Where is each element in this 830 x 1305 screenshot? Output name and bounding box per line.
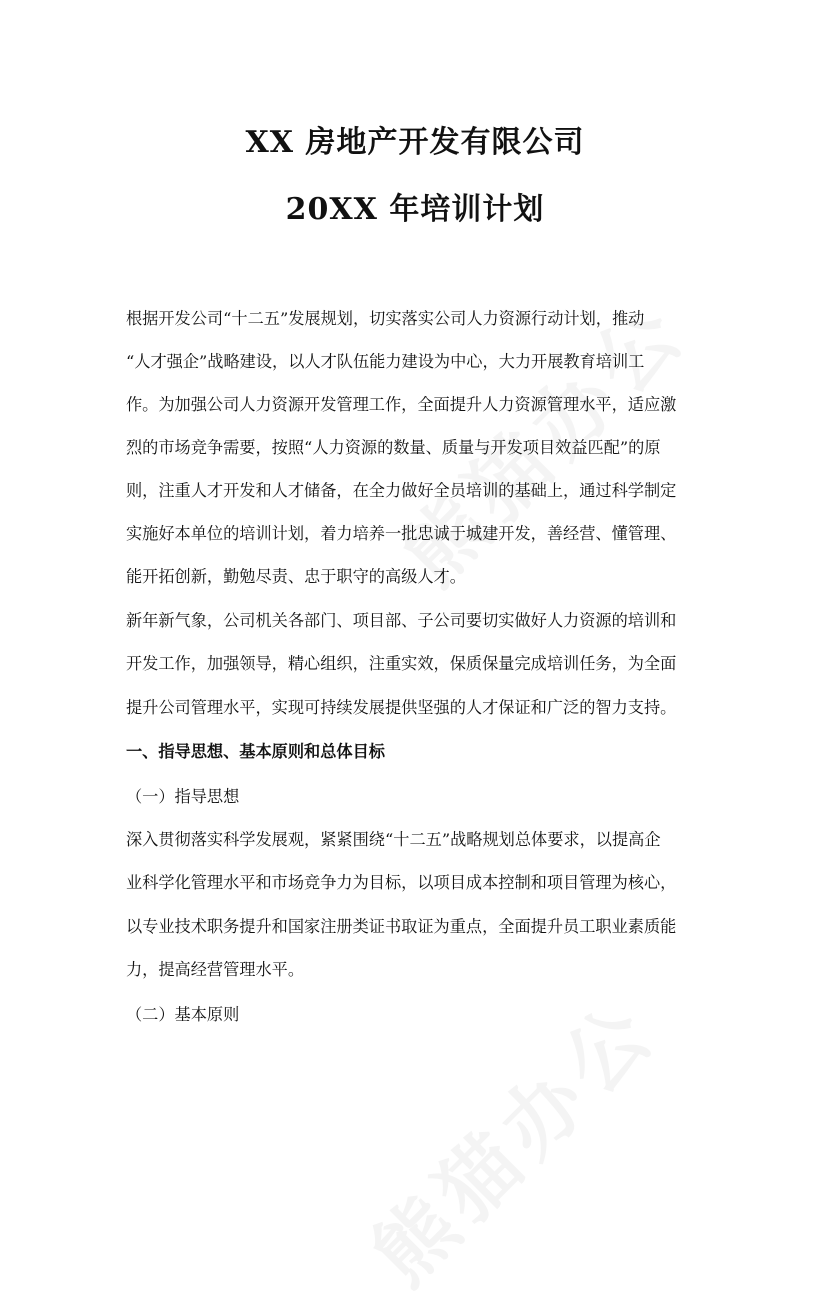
document-title-company: XX 房地产开发有限公司 [245,125,585,160]
section-heading: 一、指导思想、基本原则和总体目标 [126,742,385,761]
document-title-plan: 20XX 年培训计划 [285,192,545,227]
paragraph-line: “人才强企”战略建设，以人才队伍能力建设为中心，大力开展教育培训工 [126,352,645,371]
paragraph-line: 则，注重人才开发和人才储备，在全力做好全员培训的基础上，通过科学制定 [126,481,677,500]
subsection-heading: （二）基本原则 [126,1005,240,1024]
paragraph-line: 开发工作，加强领导，精心组织，注重实效，保质保量完成培训任务，为全面 [126,654,677,673]
paragraph-line: 能开拓创新，勤勉尽责、忠于职守的高级人才。 [126,567,466,586]
paragraph-line: 业科学化管理水平和市场竞争力为目标，以项目成本控制和项目管理为核心， [126,873,677,892]
subsection-heading: （一）指导思想 [126,787,240,806]
paragraph-line: 以专业技术职务提升和国家注册类证书取证为重点，全面提升员工职业素质能 [126,917,677,936]
paragraph-line: 烈的市场竞争需要，按照“人力资源的数量、质量与开发项目效益匹配”的原 [126,438,661,457]
paragraph-line: 新年新气象，公司机关各部门、项目部、子公司要切实做好人力资源的培训和 [126,611,677,630]
paragraph-line: 作。为加强公司人力资源开发管理工作，全面提升人力资源管理水平，适应激 [126,395,677,414]
paragraph-line: 深入贯彻落实科学发展观，紧紧围绕“十二五”战略规划总体要求，以提高企 [126,830,661,849]
paragraph-line: 提升公司管理水平，实现可持续发展提供坚强的人才保证和广泛的智力支持。 [126,698,677,717]
paragraph-line: 实施好本单位的培训计划，着力培养一批忠诚于城建开发，善经营、懂管理、 [126,524,677,543]
paragraph-line: 力，提高经营管理水平。 [126,960,305,979]
paragraph-line: 根据开发公司“十二五”发展规划，切实落实公司人力资源行动计划，推动 [126,309,645,328]
